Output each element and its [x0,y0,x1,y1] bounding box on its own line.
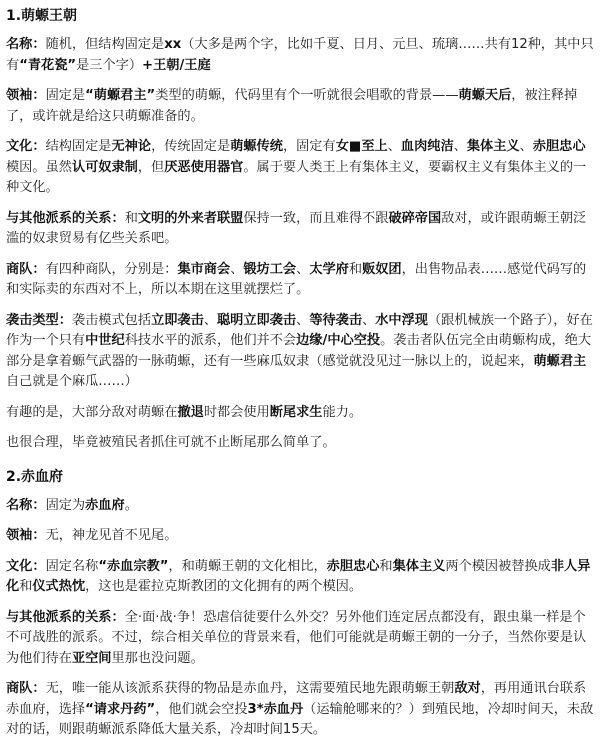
text-run: 无，唯一能从该派系获得的物品是赤血丹，这需要殖民地先跟萌螈王朝 [45,681,455,696]
bold-text: “赤血宗教” [98,558,169,574]
text-run: 类型的萌螈，代码里有个一听就很会唱歌的背景—— [155,88,459,103]
text-run: ，但 [137,159,165,175]
text-run: ，固定有 [282,139,336,154]
section-body [6,35,597,454]
bold-text: xx [164,37,182,52]
text-run: 保持一致，而且难得不跟 [243,210,389,226]
text-run: 也很合理，毕竟被殖民者抓住可就不止断尾那么简单了。 [6,435,336,450]
text-run: 自己就是个麻瓜……） [6,374,138,389]
bold-text: “青花瓷” [19,57,77,73]
culture-paragraph [6,137,597,199]
bold-text: 无神论 [111,139,152,154]
bold-text: “请求丹药” [85,701,156,717]
section-chixuefu [6,466,597,741]
text-run: 、 [230,261,244,277]
bold-text: 仪式热忱 [32,579,86,594]
relations-paragraph [6,209,597,250]
bold-text: 名称： [6,37,46,52]
bold-text: 贩奴团 [362,261,402,277]
text-run: ，传统固定是 [151,139,231,154]
bold-text: 领袖： [6,528,46,543]
text-run: 有四种商队，分别是： [45,261,178,277]
leader-paragraph [6,526,597,547]
text-run: 、 [203,312,217,328]
text-run: （跟机械族一个路子），好在作为一个只有 [6,312,593,348]
bold-text: 血肉纯洁 [400,139,454,154]
text-run: 固定名称 [45,558,99,574]
text-run: 是三个字） [76,57,143,73]
bold-text: 立即袭击 [151,312,204,328]
bold-text: 太学府 [309,261,349,277]
section-body [6,496,597,741]
text-run: 。 [124,497,138,513]
culture-paragraph [6,557,597,598]
text-run: 。属于要人类王上有集体主义，要霸权主义有集体主义的一种文化。 [6,159,587,195]
section-mengyuan-dynasty [6,5,597,454]
bold-text: 聪明立即袭击 [217,312,297,328]
text-run: 固定为 [45,497,86,513]
text-run: （大多是两个字，比如千夏、日月、元旦、琉璃……共有12种，其中只有 [6,37,594,73]
bold-text: 集市商会 [177,261,231,277]
bold-text: “萌螈君主” [85,88,156,103]
text-run: （运输舱哪来的？）到殖民地，冷却时间天，未敌对的话，则跟萌螈派系降低大量关系，冷却时间15天。 [6,701,594,737]
bold-text: 亚空间 [71,650,112,666]
name-paragraph [6,35,597,76]
text-run: 和 [19,579,33,594]
text-run: ，再用通讯台联系赤血府，选择 [6,681,587,717]
bold-text: 等待袭击 [309,312,363,328]
raid-paragraph [6,311,597,393]
text-run: 有趣的是，大部分敌对萌螈在 [6,404,178,420]
bold-text: 萌螈天后 [458,88,512,103]
text-run: 里那也没问题。 [111,650,204,666]
text-run: 能力。 [322,404,363,420]
text-run: 、 [519,139,533,154]
section-heading: 1.萌螈王朝 [6,8,78,24]
section-heading: 2.赤血府 [6,468,64,485]
text-run: 固定是 [45,88,86,103]
text-run: ，出售物品表……感觉代码写的和实际卖的东西对不上，所以本期在这里就摆烂了。 [6,261,587,297]
bold-text: 敌对 [454,681,481,696]
bold-text: 名称： [6,497,46,513]
bold-text: 集体主义 [466,139,520,154]
text-run: 和 [379,558,393,574]
text-run: 、 [453,139,467,154]
bold-text: 萌螈君主 [533,353,587,369]
bold-text: 女■至上 [335,139,388,154]
bold-text: 破碎帝国 [388,210,442,226]
bold-text: 非人异化 [6,558,591,594]
bold-text: 文化： [6,558,46,574]
bold-text: +王朝/王庭 [142,57,211,73]
bold-text: 赤胆忠心 [326,558,380,574]
bold-text: 3*赤血丹 [247,701,304,717]
text-run: 敌对，或许跟萌螈王朝泛滥的奴隶贸易有亿些关系吧。 [6,210,587,246]
bold-text: 边缘/中心空投 [296,333,381,348]
text-run: 随机，但结构固定是 [45,37,165,52]
bold-text: 袭击类型： [6,312,72,328]
name-paragraph [6,496,597,517]
bold-text: 厌恶使用器官 [164,159,244,175]
relations-paragraph [6,608,597,670]
text-run: 、 [296,312,310,328]
note-paragraph [6,433,597,454]
caravan-paragraph [6,679,597,741]
text-run: 、 [387,139,401,154]
bold-text: 领袖： [6,88,46,103]
text-run: ，他们就会空投 [155,701,248,717]
text-run: 两个模因被替换成 [445,558,551,574]
bold-text: 集体主义 [392,558,446,574]
text-run: 时都会使用 [203,404,270,420]
text-run: ，被注释掉了，或许就是给这只萌螈准备的。 [6,88,578,124]
text-run: 。袭击者队伍完全由萌螈构成，绝大部分是拿着螈气武器的一脉萌螈，还有一些麻瓜奴隶（感觉就没见过一脉以上的，说起来， [6,333,592,369]
text-run: ，和萌螈王朝的文化相比， [168,558,327,574]
bold-text: 锻坊工会 [243,261,297,277]
bold-text: 水中浮现 [375,312,428,328]
bold-text: 中世纪 [85,333,125,348]
text-run: 和 [348,261,363,277]
text-run: 全·面·战·争！恐虐信徒要什么外交？另外他们连定居点都没有，跟虫巢一样是个不可战胜的派系。不过，综合相关单位的背景来看，他们可能就是萌螈王朝的一分子，当然你要是认为他们待在 [6,609,587,666]
bold-text: 与其他派系的关系： [6,609,125,625]
text-run: 和 [124,210,138,226]
text-run: ，这也是霍拉克斯教团的文化拥有的两个模因。 [85,579,363,594]
bold-text: 认可奴隶制 [71,159,138,175]
caravan-paragraph [6,260,597,301]
bold-text: 断尾求生 [269,404,323,420]
bold-text: 商队： [6,681,46,696]
leader-paragraph [6,86,597,127]
text-run: 无，神龙见首不见尾。 [45,528,178,543]
bold-text: 文明的外来者联盟 [137,210,244,226]
text-run: 结构固定是 [45,139,112,154]
bold-text: 萌螈传统 [230,139,283,154]
text-run: 科技水平的派系，他们并不会 [124,333,297,348]
bold-text: 商队： [6,261,46,277]
text-run: 模因。虽然 [6,159,72,175]
bold-text: 赤胆忠心 [532,139,586,154]
text-run: 、 [362,312,376,328]
text-run: 袭击模式包括 [71,312,152,328]
bold-text: 文化： [6,139,46,154]
bold-text: 赤血府 [85,497,125,513]
bold-text: 与其他派系的关系： [6,210,125,226]
text-run: 、 [296,261,310,277]
bold-text: 撤退 [177,404,204,420]
note-paragraph [6,403,597,424]
